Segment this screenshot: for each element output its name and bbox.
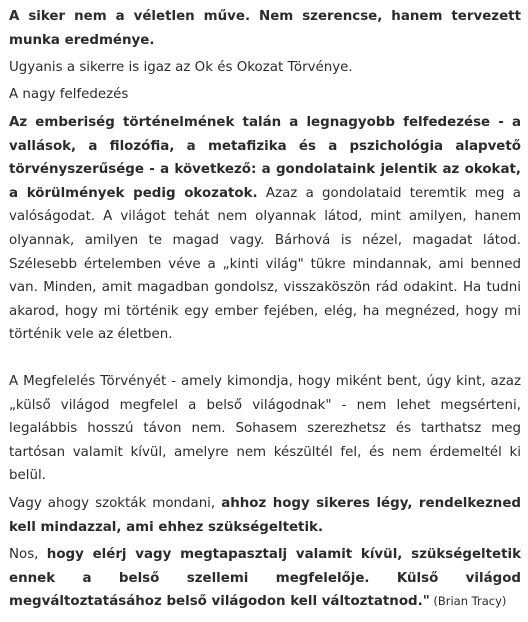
quote-attribution: (Brian Tracy) <box>429 594 507 609</box>
discovery-paragraph <box>9 111 521 347</box>
intro-paragraph <box>9 5 521 52</box>
saying-bold-text: ahhoz hogy sikeres légy, rendelkezned kell mindazzal, ami ehhez szükségeltetik. <box>9 496 521 535</box>
conclusion-paragraph <box>9 543 521 614</box>
intro-bold-text: A siker nem a véletlen műve. Nem szerencse, hanem tervezett munka eredménye. <box>9 9 521 48</box>
cause-effect-paragraph: Ugyanis a sikerre is igaz az Ok és Okozat Törvénye. <box>9 60 353 75</box>
discovery-bold-text: Az emberiség történelmének talán a legnagyobb felfedezése - a vallások, a filozófia, a metafizika és a pszichológia alapvető törvényszerűsége - a következő: a gondolataink jelentik az okokat, a körülmények pedig okozatok. <box>9 115 521 201</box>
conclusion-normal-text: Nos, <box>9 547 47 562</box>
conclusion-bold-text: hogy elérj vagy megtapasztalj valamit kívül, szükségeltetik ennek a belső szellemi megfelelője. Külső világod megváltoztatásához belső világodon kell változtatnod." <box>9 547 521 610</box>
saying-normal-text: Vagy ahogy szokták mondani, <box>9 496 222 511</box>
saying-paragraph <box>9 492 521 539</box>
discovery-body-text: Azaz a gondolataid teremtik meg a valóságodat. A világot tehát nem olyannak látod, mint amilyen, hanem olyannak, amilyen te magad vagy. Bárhová is nézel, magadat látod. Szélesebb értelemben véve a „kinti világ" tükre mindannak, ami benned van. Minden, amit magadban gondolsz, visszaköszön rád odakint. Ha tudni akarod, hogy mi történik egy ember fejében, elég, ha megnézed, hogy mi történik vele az életben. <box>9 185 521 343</box>
correspondence-paragraph: A Megfelelés Törvényét - amely kimondja, hogy miként bent, úgy kint, azaz „külső világod megfelel a belső világodnak" - nem lehet megsérteni, legalábbis hosszú távon nem. Sohasem szerezhetsz és tarthatsz meg tartósan valamit kívül, amelyre nem készültél fel, és nem érdemeltél ki belül. <box>9 374 521 484</box>
section-heading: A nagy felfedezés <box>9 87 129 102</box>
